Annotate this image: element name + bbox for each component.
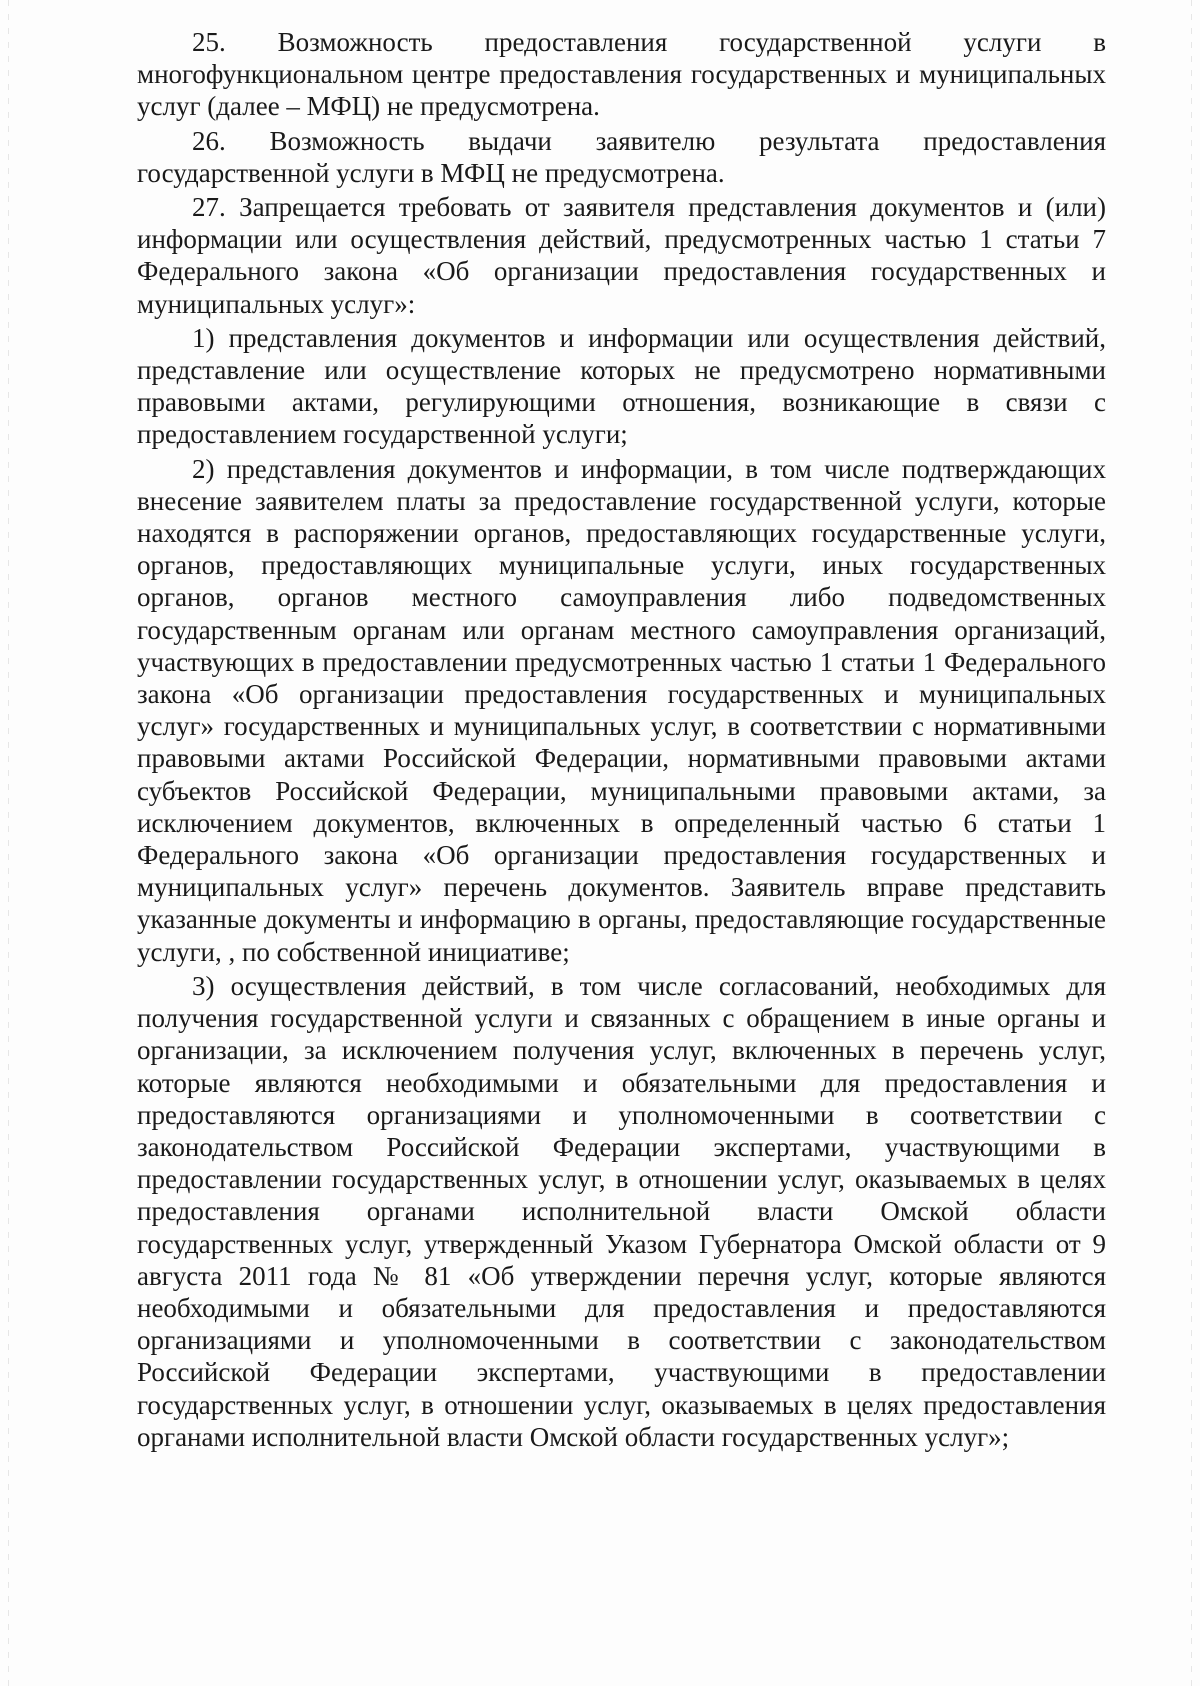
paragraph-27: 27. Запрещается требовать от заявителя представления документов и (или) информации или осуществления действий, предусмотренных частью 1 статьи 7 Федерального закона «Об организации предоставления государственных и муниципальных услуг»: <box>137 192 1106 319</box>
paragraph-26: 26. Возможность выдачи заявителю результата предоставления государственной услуги в МФЦ не предусмотрена. <box>137 125 1106 188</box>
scan-edge-left <box>8 0 9 1686</box>
paragraph-25: 25. Возможность предоставления государственной услуги в многофункциональном центре предоставления государственных и муниципальных услуг (далее – МФЦ) не предусмотрена. <box>137 27 1106 122</box>
paragraph-27-item-2: 2) представления документов и информации, в том числе подтверждающих внесение заявителем платы за предоставление государственной услуги, которые находятся в распоряжении органов, предоставляющих государственные услуги, органов, предоставляющих муниципальные услуги, иных государственных органов, органов местного самоуправления либо подведомственных государственным органам или органам местного самоуправления организаций, участвующих в предоставлении предусмотренных частью 1 статьи 1 Федерального закона «Об организации предоставления государственных и муниципальных услуг» государственных и муниципальных услуг, в соответствии с нормативными правовыми актами Российской Федерации, нормативными правовыми актами субъектов Российской Федерации, муниципальными правовыми актами, за исключением документов, включенных в определенный частью 6 статьи 1 Федерального закона «Об организации предоставления государственных и муниципальных услуг» перечень документов. Заявитель вправе представить указанные документы и информацию в органы, предоставляющие государственные услуги, , по собственной инициативе; <box>137 453 1106 967</box>
paragraph-27-item-3: 3) осуществления действий, в том числе согласований, необходимых для получения государственной услуги и связанных с обращением в иные органы и организации, за исключением получения услуг, включенных в перечень услуг, которые являются необходимыми и обязательными для предоставления и предоставляются организациями и уполномоченными в соответствии с законодательством Российской Федерации экспертами, участвующими в предоставлении государственных услуг, в отношении услуг, оказываемых в целях предоставления органами исполнительной власти Омской области государственных услуг, утвержденный Указом Губернатора Омской области от 9 августа 2011 года № 81 «Об утверждении перечня услуг, которые являются необходимыми и обязательными для предоставления и предоставляются организациями и уполномоченными в соответствии с законодательством Российской Федерации экспертами, участвующими в предоставлении государственных услуг, в отношении услуг, оказываемых в целях предоставления органами исполнительной власти Омской области государственных услуг»; <box>137 970 1106 1452</box>
scan-edge-right <box>1191 0 1192 1686</box>
paragraph-27-item-1: 1) представления документов и информации или осуществления действий, представление или осуществление которых не предусмотрено нормативными правовыми актами, регулирующими отношения, возникающие в связи с предоставлением государственной услуги; <box>137 322 1106 450</box>
document-body <box>137 26 1106 1455</box>
